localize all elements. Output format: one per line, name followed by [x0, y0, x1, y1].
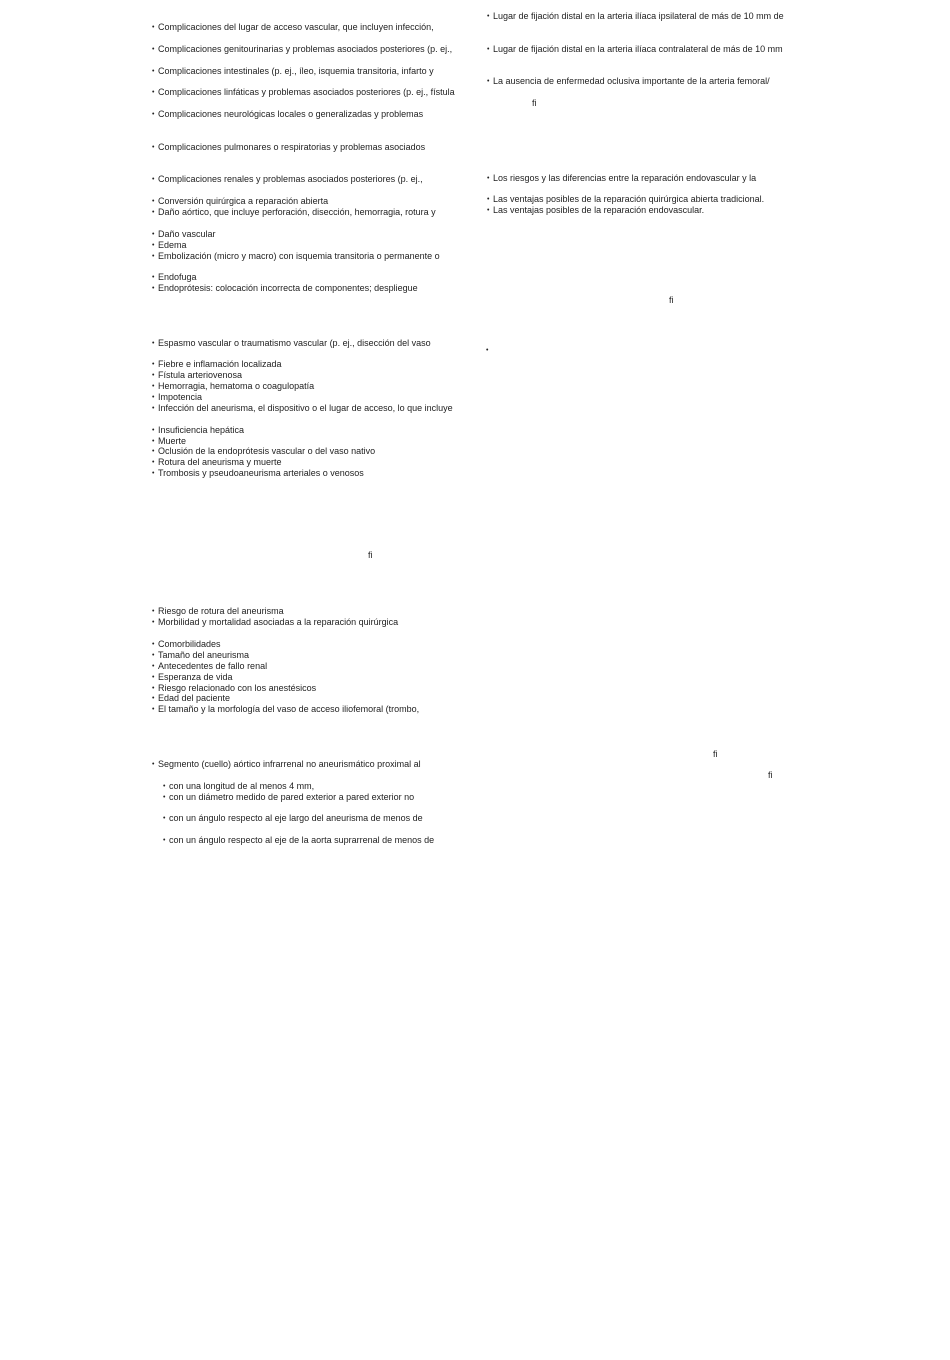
list-item — [152, 381, 314, 392]
list-item — [152, 196, 328, 207]
list-item — [487, 194, 764, 205]
list-item — [152, 392, 202, 403]
bullet: • — [152, 274, 155, 281]
bullet: • — [152, 619, 155, 626]
list-item-text: Conversión quirúrgica a reparación abierta — [158, 196, 329, 206]
list-item — [152, 283, 418, 294]
list-item-text: Infección del aneurisma, el dispositivo o el lugar de acceso, lo que incluye — [158, 403, 453, 413]
list-item — [152, 87, 455, 98]
bullet: • — [152, 695, 155, 702]
list-item-text: Complicaciones pulmonares o respiratorias y problemas asociados — [158, 142, 426, 152]
list-item — [152, 639, 221, 650]
list-item — [152, 240, 187, 251]
ligature-fragment: ﬁ — [669, 295, 674, 305]
list-item-text: Riesgo relacionado con los anestésicos — [158, 683, 317, 693]
list-item-text: Los riesgos y las diferencias entre la reparación endovascular y la — [493, 173, 757, 183]
list-item-text: Complicaciones intestinales (p. ej., íleo, isquemia transitoria, infarto y — [158, 66, 434, 76]
list-item — [152, 650, 249, 661]
list-item-text: Complicaciones neurológicas locales o generalizadas y problemas — [158, 109, 424, 119]
bullet: • — [152, 608, 155, 615]
bullet: • — [152, 231, 155, 238]
list-item — [152, 672, 233, 683]
bullet: • — [487, 175, 490, 182]
sub-list-item — [163, 835, 434, 846]
list-item-text: Riesgo de rotura del aneurisma — [158, 606, 284, 616]
list-item-text: Lugar de fijación distal en la arteria ilíaca ipsilateral de más de 10 mm de — [493, 11, 784, 21]
list-item-text: Muerte — [158, 436, 187, 446]
bullet: • — [152, 459, 155, 466]
bullet: • — [152, 427, 155, 434]
bullet: • — [152, 674, 155, 681]
list-item-text: Impotencia — [158, 392, 203, 402]
list-item-text: con una longitud de al menos 4 mm, — [169, 781, 315, 791]
list-item — [152, 468, 364, 479]
list-item — [152, 370, 242, 381]
list-item-text: Complicaciones del lugar de acceso vascular, que incluyen infección, — [158, 22, 434, 32]
list-item-text: Rotura del aneurisma y muerte — [158, 457, 282, 467]
list-item — [152, 251, 440, 262]
list-item-text: Segmento (cuello) aórtico infrarrenal no aneurismático proximal al — [158, 759, 421, 769]
bullet: • — [487, 196, 490, 203]
list-item-text: Endoprótesis: colocación incorrecta de componentes; despliegue — [158, 283, 418, 293]
list-item — [487, 173, 756, 184]
list-item — [152, 272, 197, 283]
list-item-text: Embolización (micro y macro) con isquemia transitoria o permanente o — [158, 251, 440, 261]
list-item-text: Complicaciones renales y problemas asociados posteriores (p. ej., — [158, 174, 423, 184]
list-item — [152, 759, 421, 770]
bullet: • — [152, 448, 155, 455]
bullet: • — [152, 176, 155, 183]
bullet: • — [152, 706, 155, 713]
bullet: • — [152, 68, 155, 75]
list-item-text: La ausencia de enfermedad oclusiva importante de la arteria femoral/ — [493, 76, 770, 86]
sub-list-item — [163, 813, 423, 824]
list-item-text: Las ventajas posibles de la reparación endovascular. — [493, 205, 705, 215]
list-item — [487, 44, 783, 55]
ligature-fragment: ﬁ — [768, 770, 773, 780]
bullet: • — [152, 340, 155, 347]
bullet: • — [152, 641, 155, 648]
list-item — [152, 617, 398, 628]
bullet: • — [152, 285, 155, 292]
list-item-text: Espasmo vascular o traumatismo vascular (p. ej., disección del vaso — [158, 338, 431, 348]
list-item-text: Fístula arteriovenosa — [158, 370, 243, 380]
bullet: • — [163, 815, 166, 822]
list-item-text: con un diámetro medido de pared exterior a pared exterior no — [169, 792, 415, 802]
list-item — [487, 11, 784, 22]
bullet: • — [152, 209, 155, 216]
bullet: • — [152, 405, 155, 412]
list-item — [152, 403, 453, 414]
bullet: • — [152, 761, 155, 768]
bullet: • — [152, 144, 155, 151]
list-item-text: con un ángulo respecto al eje de la aorta suprarrenal de menos de — [169, 835, 435, 845]
sub-list-item — [163, 792, 414, 803]
ligature-fragment: ﬁ — [532, 98, 537, 108]
list-item — [152, 446, 375, 457]
list-item — [152, 338, 431, 349]
ligature-fragment: ﬁ — [713, 749, 718, 759]
list-item-text: Lugar de fijación distal en la arteria ilíaca contralateral de más de 10 mm — [493, 44, 783, 54]
list-item-text: Fiebre e inflamación localizada — [158, 359, 282, 369]
list-item — [487, 76, 770, 87]
bullet: • — [152, 438, 155, 445]
list-item-text: Complicaciones genitourinarias y problemas asociados posteriores (p. ej., — [158, 44, 453, 54]
bullet: • — [152, 111, 155, 118]
list-item-text: Edema — [158, 240, 187, 250]
list-item-text: Edad del paciente — [158, 693, 231, 703]
bullet: • — [487, 13, 490, 20]
bullet: • — [487, 46, 490, 53]
list-item — [152, 425, 244, 436]
bullet: • — [152, 470, 155, 477]
list-item — [152, 174, 423, 185]
bullet: • — [152, 663, 155, 670]
list-item-text: con un ángulo respecto al eje largo del aneurisma de menos de — [169, 813, 423, 823]
list-item-text: Oclusión de la endoprótesis vascular o del vaso nativo — [158, 446, 376, 456]
bullet: • — [152, 46, 155, 53]
list-item-text: Complicaciones linfáticas y problemas asociados posteriores (p. ej., fístula — [158, 87, 455, 97]
list-item — [152, 704, 419, 715]
bullet: • — [163, 783, 166, 790]
list-item — [152, 207, 436, 218]
list-item — [152, 229, 216, 240]
bullet: • — [152, 361, 155, 368]
bullet: • — [163, 837, 166, 844]
list-item — [152, 44, 452, 55]
bullet: • — [152, 394, 155, 401]
bullet: • — [152, 685, 155, 692]
list-item-text: El tamaño y la morfología del vaso de acceso iliofemoral (trombo, — [158, 704, 420, 714]
list-item-text: Comorbilidades — [158, 639, 221, 649]
list-item — [152, 606, 284, 617]
bullet: • — [487, 207, 490, 214]
list-item-text: Daño aórtico, que incluye perforación, disección, hemorragia, rotura y — [158, 207, 436, 217]
bullet: • — [152, 198, 155, 205]
list-item-text: Daño vascular — [158, 229, 216, 239]
bullet: • — [152, 383, 155, 390]
list-item — [487, 205, 704, 216]
list-item — [152, 66, 434, 77]
list-item-text: Trombosis y pseudoaneurisma arteriales o venosos — [158, 468, 364, 478]
list-item — [152, 109, 423, 120]
bullet: • — [152, 372, 155, 379]
list-item — [152, 142, 425, 153]
list-item — [152, 661, 267, 672]
bullet: • — [152, 253, 155, 260]
bullet: • — [163, 794, 166, 801]
list-item-text: Insuficiencia hepática — [158, 425, 245, 435]
list-item — [152, 693, 230, 704]
list-item — [152, 22, 434, 33]
list-item — [486, 345, 492, 356]
bullet: • — [487, 78, 490, 85]
list-item — [152, 457, 282, 468]
list-item — [152, 359, 282, 370]
bullet: • — [152, 652, 155, 659]
list-item-text: Hemorragia, hematoma o coagulopatía — [158, 381, 315, 391]
bullet: • — [152, 89, 155, 96]
list-item-text: Las ventajas posibles de la reparación quirúrgica abierta tradicional. — [493, 194, 765, 204]
ligature-fragment: ﬁ — [368, 550, 373, 560]
list-item-text: Morbilidad y mortalidad asociadas a la reparación quirúrgica — [158, 617, 399, 627]
sub-list-item — [163, 781, 314, 792]
bullet: • — [486, 347, 489, 354]
list-item-text: Esperanza de vida — [158, 672, 233, 682]
list-item-text: Endofuga — [158, 272, 197, 282]
list-item-text: Tamaño del aneurisma — [158, 650, 250, 660]
list-item-text: Antecedentes de fallo renal — [158, 661, 268, 671]
bullet: • — [152, 242, 155, 249]
bullet: • — [152, 24, 155, 31]
